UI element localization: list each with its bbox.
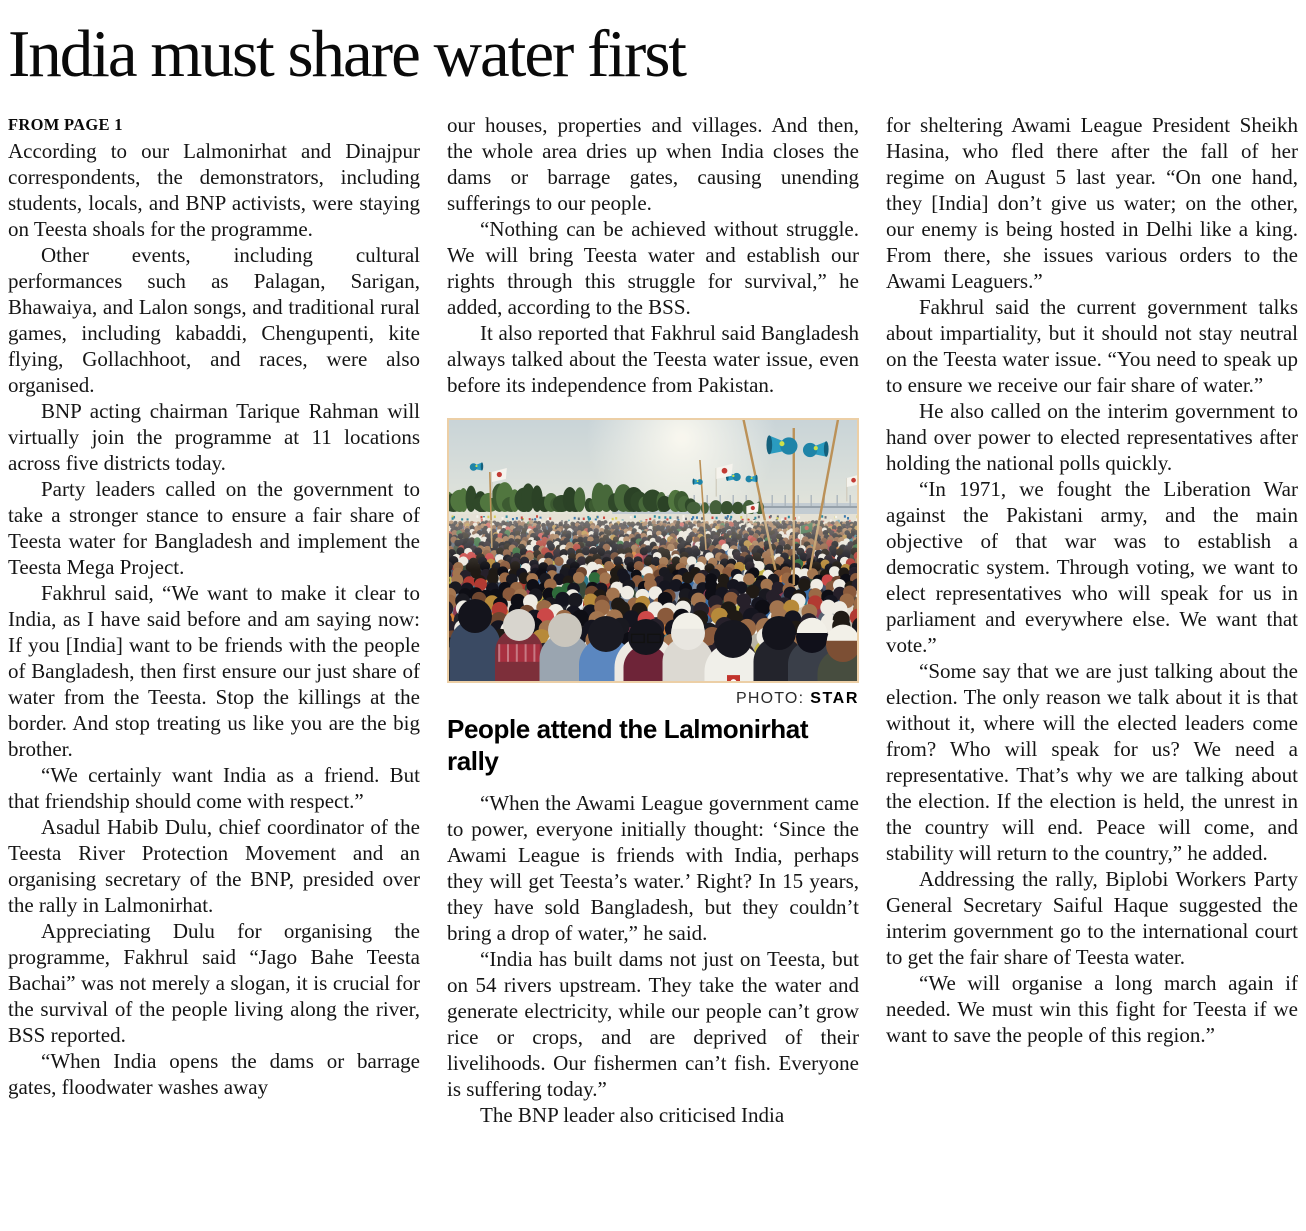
article-columns	[8, 112, 1298, 1128]
column-1-paragraphs	[8, 138, 420, 1100]
article-paragraph: “Some say that we are just talking about the election. The only reason we talk about it is that without it, where will the elected leaders come from? Who will speak for us? We need a representative. That’s why we are talking about the election. If the election is held, the unrest in the country will end. Peace will come, and stability will return to the country,” he added.	[886, 659, 1298, 865]
article-paragraph: for sheltering Awami League President Sheikh Hasina, who fled there after the fall of her regime on August 5 last year. “On one hand, they [India] don’t give us water; on the other, our enemy is being hosted in Delhi like a king. From there, she issues various orders to the Awami Leaguers.”	[886, 113, 1298, 293]
article-paragraph: “When the Awami League government came to power, everyone initially thought: ‘Since the Awami League is friends with India, perhaps they will get Teesta’s water.’ Right? In 15 years, they have sold Bangladesh, but they couldn’t bring a drop of water,” he said.	[447, 791, 859, 945]
article-paragraph: According to our Lalmonirhat and Dinajpur correspondents, the demonstrators, including students, locals, and BNP activists, were staying on Teesta shoals for the programme.	[8, 139, 420, 241]
article-paragraph: Other events, including cultural performances such as Palagan, Sarigan, Bhawaiya, and Lalon songs, and traditional rural games, including kabaddi, Chengupenti, kite flying, Gollachhoot, and races, were also organised.	[8, 243, 420, 397]
article-paragraph: The BNP leader also criticised India	[480, 1103, 785, 1127]
article-paragraph: “In 1971, we fought the Liberation War against the Pakistani army, and the main objective of that war was to establish a democratic system. Through voting, we want to elect representatives who will speak for us in parliament and everywhere else. We want that vote.”	[886, 477, 1298, 657]
article-paragraph: “Nothing can be achieved without struggle. We will bring Teesta water and establish our rights through this struggle for survival,” he added, according to the BSS.	[447, 217, 859, 319]
column-2	[447, 112, 859, 1128]
article-paragraph: “We will organise a long march again if needed. We must win this fight for Teesta if we want to save the people of this region.”	[886, 971, 1298, 1047]
article-paragraph: He also called on the interim government to hand over power to elected representatives after holding the national polls quickly.	[886, 399, 1298, 475]
headline: India must share water first	[8, 17, 686, 91]
article-paragraph: Fakhrul said the current government talks about impartiality, but it should not stay neutral on the Teesta water issue. “You need to speak up to ensure we receive our fair share of water.”	[886, 295, 1298, 397]
article-paragraph: “India has built dams not just on Teesta, but on 54 rivers upstream. They take the water and generate electricity, while our people can’t grow rice or crops, and are deprived of their livelihoods. Our fishermen can’t fish. Everyone is suffering today.”	[447, 947, 859, 1101]
article-paragraph: Appreciating Dulu for organising the programme, Fakhrul said “Jago Bahe Teesta Bachai” was not merely a slogan, it is crucial for the survival of the people living along the river, BSS reported.	[8, 919, 420, 1047]
rally-photo	[447, 418, 859, 683]
column-2-paragraphs-top	[447, 112, 859, 398]
article-paragraph: Fakhrul said, “We want to make it clear to India, as I have said before and am saying now: If you [India] want to be friends with the people of Bangladesh, then first ensure our just share of water from the Teesta. Stop the killings at the border. And stop treating us like you are the big brother.	[8, 581, 420, 761]
column-1	[8, 112, 420, 1128]
photo-credit	[447, 690, 859, 708]
photo-credit-label: PHOTO:	[735, 690, 805, 707]
article-paragraph: BNP acting chairman Tarique Rahman will virtually join the programme at 11 locations across five districts today.	[8, 399, 420, 475]
rally-photo-canvas	[449, 420, 857, 681]
article-paragraph: Addressing the rally, Biplobi Workers Party General Secretary Saiful Haque suggested the interim government go to the international court to get the fair share of Teesta water.	[886, 867, 1298, 969]
photo-caption: People attend the Lalmonirhat rally	[447, 714, 809, 776]
photo-credit-value: STAR	[810, 690, 859, 707]
column-3-paragraphs	[886, 112, 1298, 1048]
article-paragraph: Asadul Habib Dulu, chief coordinator of the Teesta River Protection Movement and an organising secretary of the BNP, presided over the rally in Lalmonirhat.	[8, 815, 420, 917]
column-2-paragraphs-bottom	[447, 790, 859, 1128]
article-paragraph: It also reported that Fakhrul said Bangladesh always talked about the Teesta water issue, even before its independence from Pakistan.	[447, 321, 859, 397]
article-paragraph: Party leaders called on the government to take a stronger stance to ensure a fair share of Teesta water for Bangladesh and implement the Teesta Mega Project.	[8, 477, 420, 579]
article-paragraph: “When India opens the dams or barrage gates, floodwater washes away	[8, 1049, 420, 1099]
article-paragraph: our houses, properties and villages. And then, the whole area dries up when India closes the dams or barrage gates, causing unending sufferings to our people.	[447, 113, 859, 215]
article-paragraph: “We certainly want India as a friend. But that friendship should come with respect.”	[8, 763, 420, 813]
column-3	[886, 112, 1298, 1128]
rally-photo-figure	[447, 418, 855, 683]
kicker: FROM PAGE 1	[8, 115, 123, 134]
